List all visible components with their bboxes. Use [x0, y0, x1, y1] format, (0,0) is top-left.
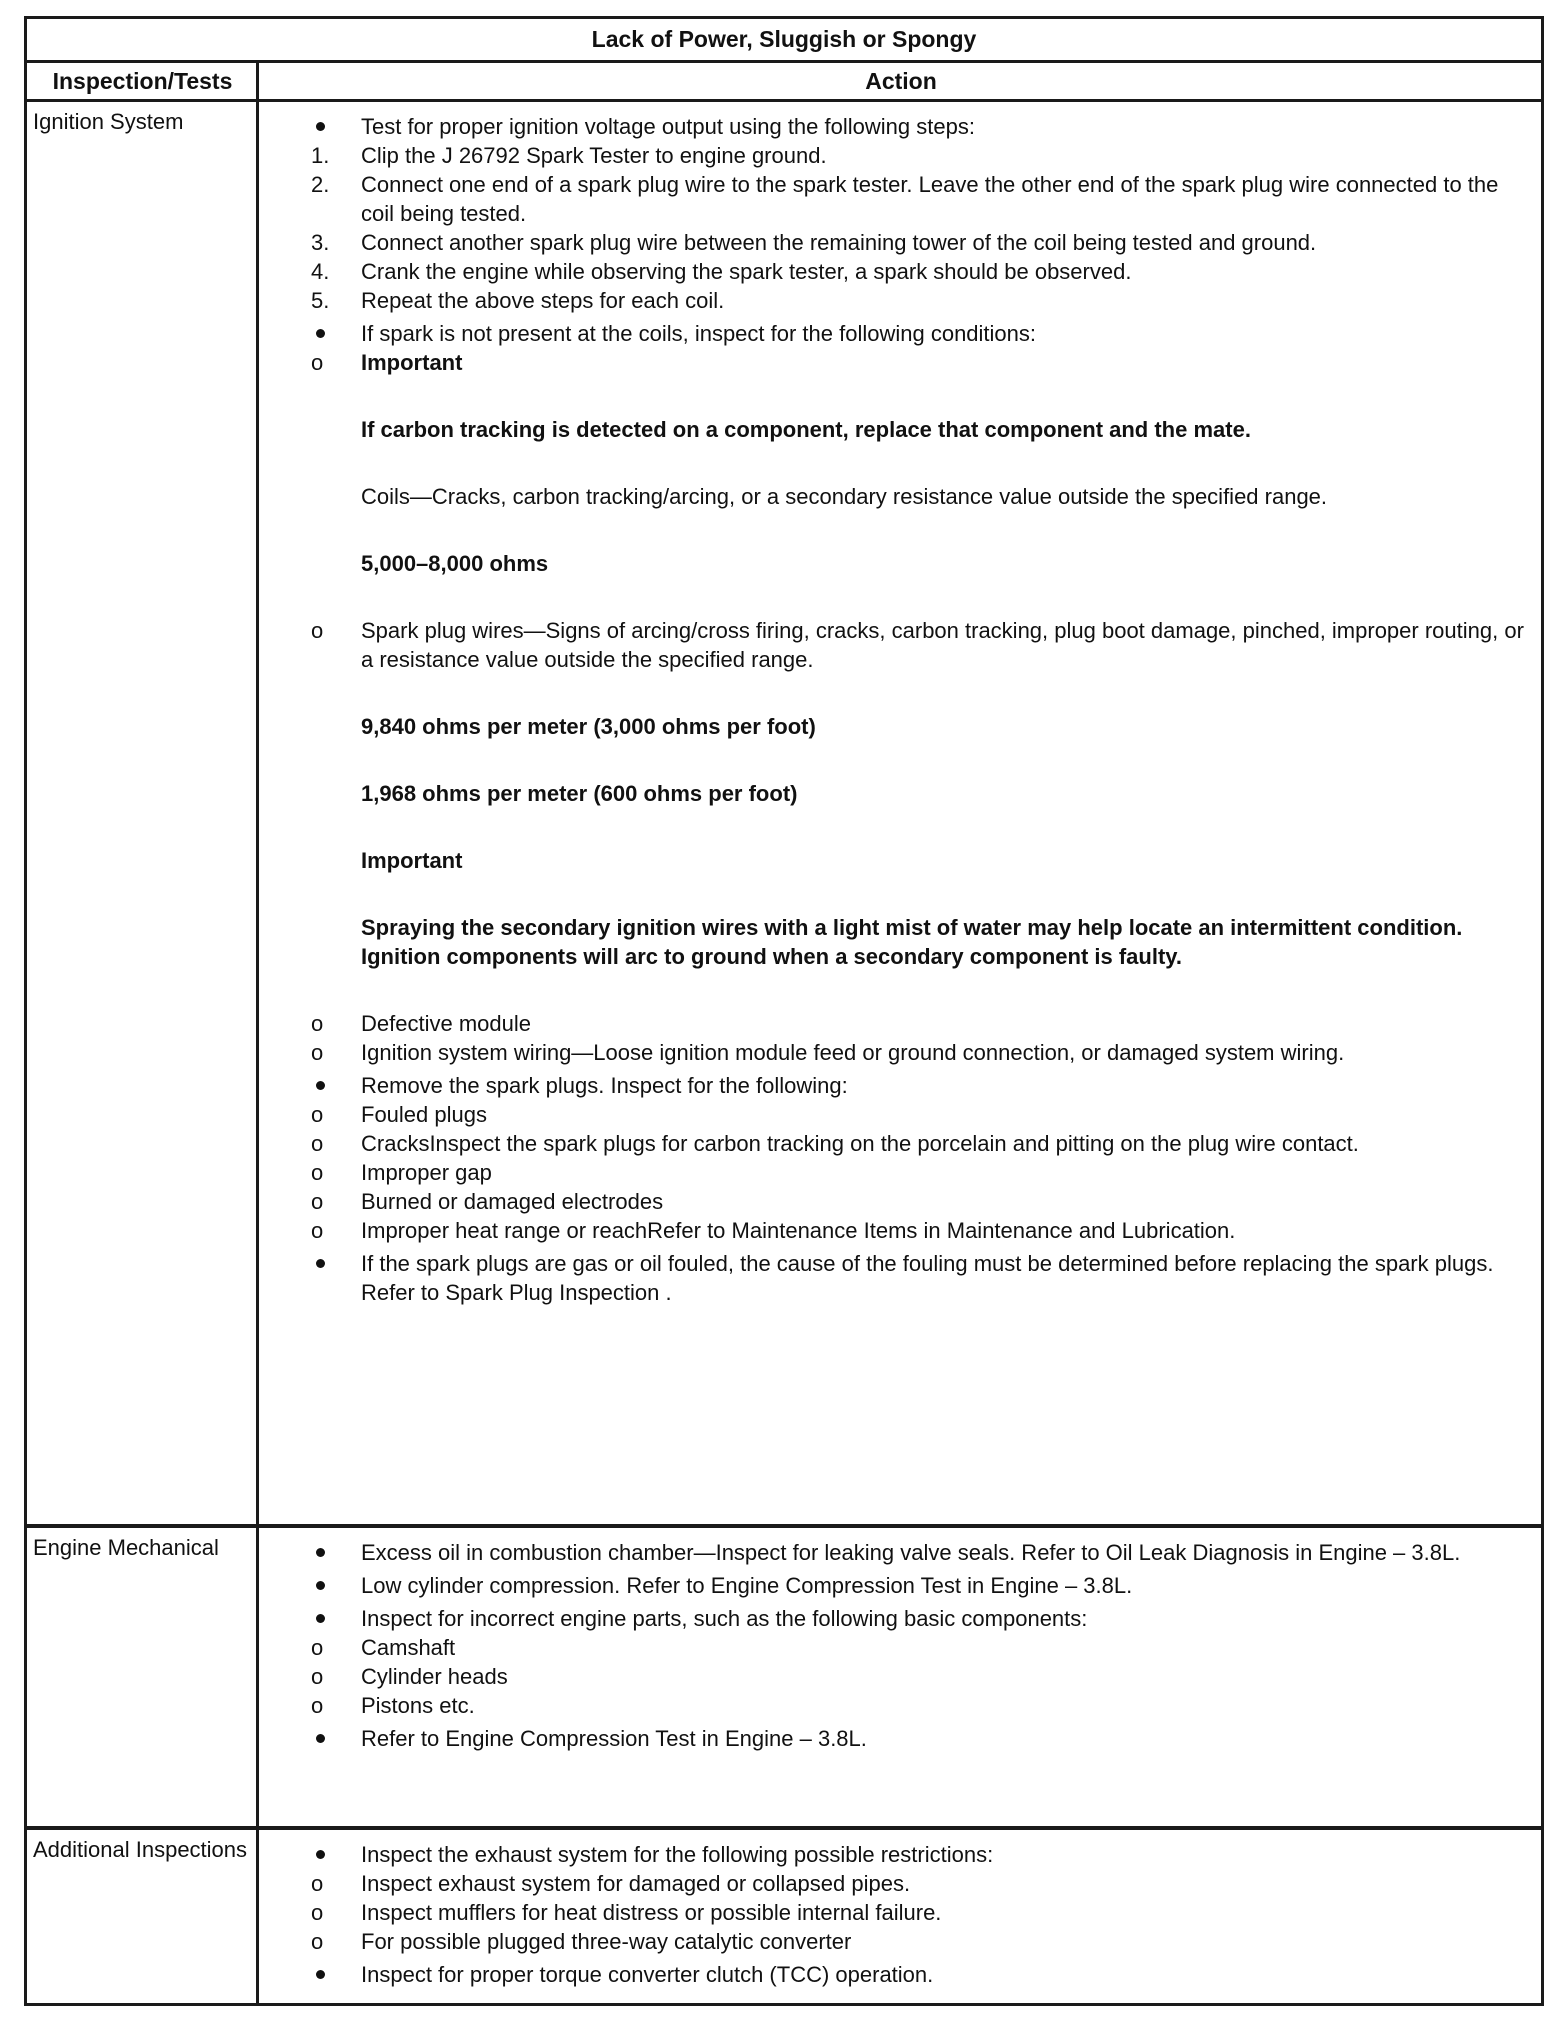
bullet-text: Low cylinder compression. Refer to Engine Compression Test in Engine – 3.8L.: [361, 1573, 1133, 1598]
sub-item-spark-plug-wires: [261, 616, 1537, 971]
step-item: [261, 141, 1537, 170]
sub-item: [261, 1009, 1537, 1038]
bullet-text: Inspect for proper torque converter clutch (TCC) operation.: [361, 1962, 934, 1987]
bullet-icon: [316, 122, 325, 131]
bullet-icon: [316, 1850, 325, 1859]
step-number: 4.: [311, 259, 330, 284]
step-number: 1.: [311, 143, 330, 168]
sub-item-text: For possible plugged three-way catalytic converter: [361, 1929, 852, 1954]
list-item: [261, 1604, 1537, 1720]
section-engine-mechanical: [27, 1528, 1541, 1830]
sub-bullet-icon: o: [311, 618, 324, 643]
sub-item: [261, 1158, 1537, 1187]
sub-bullet-icon: o: [311, 1218, 324, 1243]
section-actions: [261, 1840, 1537, 1989]
sub-bullet-icon: o: [311, 1040, 324, 1065]
bullet-icon: [316, 1548, 325, 1557]
sub-bullet-icon: o: [311, 1929, 324, 1954]
sub-item-text: Burned or damaged electrodes: [361, 1189, 664, 1214]
bullet-text: Remove the spark plugs. Inspect for the following:: [361, 1073, 848, 1098]
sub-item-text: Camshaft: [361, 1635, 456, 1660]
step-number: 2.: [311, 172, 330, 197]
sub-list: [261, 348, 1537, 1067]
header-inspection-tests: Inspection/Tests: [52, 68, 233, 94]
bullet-icon: [316, 1734, 325, 1743]
sub-bullet-icon: o: [311, 1131, 324, 1156]
bullet-text: Test for proper ignition voltage output using the following steps:: [361, 114, 975, 139]
sub-bullet-icon: o: [311, 1900, 324, 1925]
bullet-text: Excess oil in combustion chamber—Inspect for leaking valve seals. Refer to Oil Leak Diagnosis in Engine – 3.8L.: [361, 1540, 1461, 1565]
sub-item: [261, 1038, 1537, 1067]
sub-item-important-coils: [261, 348, 1537, 578]
sub-item: [261, 1633, 1537, 1662]
bullet-icon: [316, 1970, 325, 1979]
sub-item: [261, 1898, 1537, 1927]
spark-plug-wires-text: Spark plug wires—Signs of arcing/cross firing, cracks, carbon tracking, plug boot damage, pinched, improper routing, or a resistance value outside the specified range.: [361, 618, 1524, 672]
step-text: Clip the J 26792 Spark Tester to engine ground.: [361, 143, 827, 168]
bullet-icon: [316, 1581, 325, 1590]
sub-bullet-icon: o: [311, 1160, 324, 1185]
step-item: [261, 257, 1537, 286]
sub-bullet-icon: o: [311, 1635, 324, 1660]
section-label: Engine Mechanical: [33, 1535, 219, 1560]
list-item: [261, 112, 1537, 315]
sub-item-text: Defective module: [361, 1011, 531, 1036]
sub-item: [261, 1662, 1537, 1691]
important-note: Spraying the secondary ignition wires with a light mist of water may help locate an intermittent condition. Ignition components will arc to ground when a secondary component is faulty.: [361, 915, 1463, 969]
bullet-text: If spark is not present at the coils, inspect for the following conditions:: [361, 321, 1037, 346]
list-item: [261, 1538, 1537, 1567]
sub-bullet-icon: o: [311, 1189, 324, 1214]
diagnostic-table: [24, 16, 1544, 2006]
step-number: 3.: [311, 230, 330, 255]
sub-list: [261, 1869, 1537, 1956]
sub-list: [261, 1633, 1537, 1720]
important-heading: Important: [361, 350, 463, 375]
header-row: [27, 63, 1541, 102]
header-action: Action: [865, 68, 937, 94]
coils-resistance-value: 5,000–8,000 ohms: [361, 551, 549, 576]
step-text: Repeat the above steps for each coil.: [361, 288, 725, 313]
step-text: Connect another spark plug wire between the remaining tower of the coil being tested and ground.: [361, 230, 1317, 255]
sub-bullet-icon: o: [311, 1664, 324, 1689]
step-text: Connect one end of a spark plug wire to the spark tester. Leave the other end of the spark plug wire connected to the coil being tested.: [361, 172, 1499, 226]
sub-item: [261, 1927, 1537, 1956]
sub-item-text: Inspect exhaust system for damaged or collapsed pipes.: [361, 1871, 911, 1896]
step-number: 5.: [311, 288, 330, 313]
sub-bullet-icon: o: [311, 1693, 324, 1718]
bullet-text: If the spark plugs are gas or oil fouled, the cause of the fouling must be determined before replacing the spark plugs. Refer to Spark Plug Inspection .: [361, 1251, 1494, 1305]
bullet-icon: [316, 329, 325, 338]
sub-item: [261, 1129, 1537, 1158]
wire-resistance-value-1: 9,840 ohms per meter (3,000 ohms per foot): [361, 714, 816, 739]
list-item: [261, 1840, 1537, 1956]
coils-text: Coils—Cracks, carbon tracking/arcing, or a secondary resistance value outside the specified range.: [361, 484, 1328, 509]
bullet-text: Inspect for incorrect engine parts, such as the following basic components:: [361, 1606, 1088, 1631]
section-actions: [261, 1538, 1537, 1753]
section-actions: [261, 112, 1537, 1307]
section-label: Ignition System: [33, 109, 184, 134]
sub-item: [261, 1100, 1537, 1129]
sub-item-text: Inspect mufflers for heat distress or possible internal failure.: [361, 1900, 942, 1925]
sub-item-text: Fouled plugs: [361, 1102, 487, 1127]
sub-bullet-icon: o: [311, 1102, 324, 1127]
sub-item-text: Ignition system wiring—Loose ignition module feed or ground connection, or damaged system wiring.: [361, 1040, 1345, 1065]
step-item: [261, 228, 1537, 257]
list-item: [261, 319, 1537, 1067]
sub-bullet-icon: o: [311, 1871, 324, 1896]
bullet-text: Inspect the exhaust system for the following possible restrictions:: [361, 1842, 994, 1867]
sub-item-text: Improper heat range or reachRefer to Maintenance Items in Maintenance and Lubrication.: [361, 1218, 1236, 1243]
wire-resistance-value-2: 1,968 ohms per meter (600 ohms per foot): [361, 781, 798, 806]
section-additional-inspections: [27, 1830, 1541, 2003]
bullet-icon: [316, 1259, 325, 1268]
list-item: [261, 1071, 1537, 1245]
sub-item-text: CracksInspect the spark plugs for carbon tracking on the porcelain and pitting on the plug wire contact.: [361, 1131, 1359, 1156]
bullet-icon: [316, 1081, 325, 1090]
list-item: [261, 1724, 1537, 1753]
numbered-steps: [261, 141, 1537, 315]
table-title: Lack of Power, Sluggish or Spongy: [27, 19, 1541, 63]
sub-item: [261, 1187, 1537, 1216]
sub-list: [261, 1100, 1537, 1245]
section-ignition-system: [27, 102, 1541, 1528]
sub-item: [261, 1216, 1537, 1245]
list-item: [261, 1249, 1537, 1307]
step-item: [261, 170, 1537, 228]
sub-item-text: Improper gap: [361, 1160, 492, 1185]
important-note: If carbon tracking is detected on a component, replace that component and the mate.: [361, 417, 1251, 442]
section-label: Additional Inspections: [33, 1837, 248, 1862]
sub-bullet-icon: o: [311, 1011, 324, 1036]
list-item: [261, 1571, 1537, 1600]
sub-item: [261, 1691, 1537, 1720]
bullet-icon: [316, 1614, 325, 1623]
step-item: [261, 286, 1537, 315]
sub-item-text: Pistons etc.: [361, 1693, 475, 1718]
sub-item-text: Cylinder heads: [361, 1664, 508, 1689]
step-text: Crank the engine while observing the spark tester, a spark should be observed.: [361, 259, 1132, 284]
bullet-text: Refer to Engine Compression Test in Engine – 3.8L.: [361, 1726, 867, 1751]
sub-bullet-icon: o: [311, 350, 324, 375]
sub-item: [261, 1869, 1537, 1898]
important-heading: Important: [361, 848, 463, 873]
list-item: [261, 1960, 1537, 1989]
